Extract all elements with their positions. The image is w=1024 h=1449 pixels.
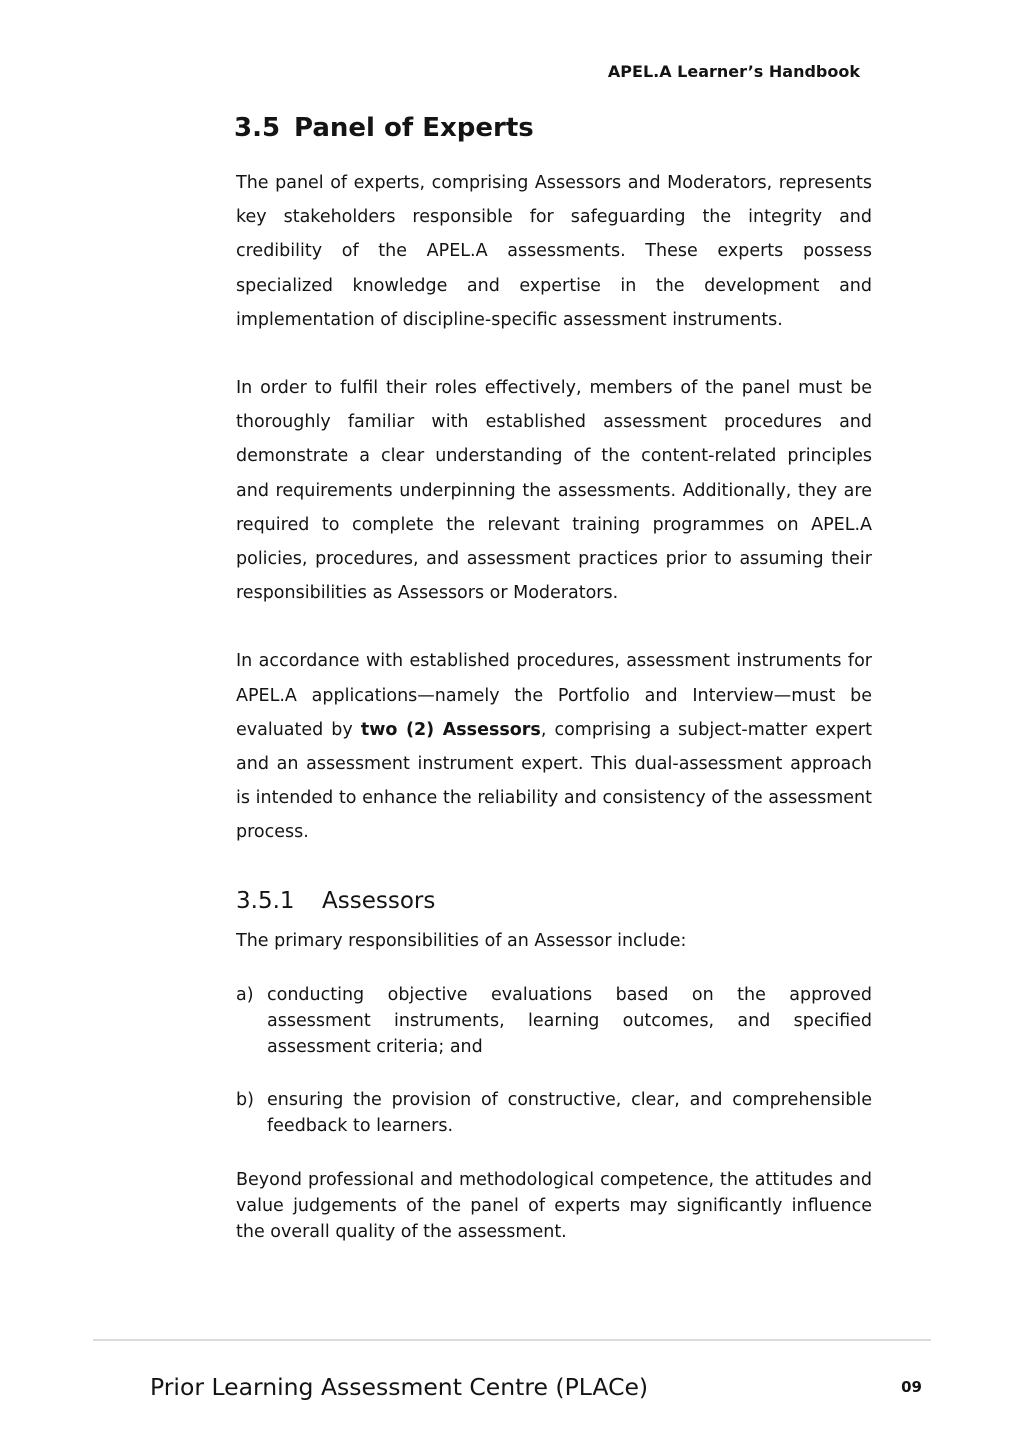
subsection-number: 3.5.1 (236, 887, 295, 914)
responsibilities-intro: The primary responsibilities of an Assessor include: (236, 930, 687, 951)
list-marker: a) (236, 984, 254, 1005)
list-item (236, 982, 872, 1061)
subsection-title-text: Assessors (322, 887, 436, 914)
list-item (236, 1087, 872, 1139)
main-content (236, 108, 872, 1245)
list-item-text: ensuring the provision of constructive, clear, and comprehensible feedback to learners. (267, 1090, 872, 1137)
responsibilities-list (236, 982, 872, 1140)
page-number: 09 (901, 1378, 922, 1396)
running-header: APEL.A Learner’s Handbook (607, 62, 860, 81)
section-title-text: Panel of Experts (294, 113, 534, 143)
subsection-title (236, 884, 872, 918)
list-marker: b) (236, 1090, 254, 1111)
paragraph-panel-requirements: In order to fulfil their roles effectively, members of the panel must be thoroughly familiar with established assessment procedures and demonstrate a clear understanding of the content-related principles and requirements underpinning the assessments. Additionally, they are required to complete the relevant training programmes on APEL.A policies, procedures, and assessment practices prior to assuming their responsibilities as Assessors or Moderators. (236, 378, 872, 604)
paragraph-dual-assessment-before: In accordance with established procedures, assessment instruments for APEL.A applications—namely the Portfolio and Interview—must be evaluated by (236, 651, 872, 740)
paragraph-dual-assessment-after: , comprising a subject-matter expert and an assessment instrument expert. This dual-assessment approach is intended to enhance the reliability and consistency of the assessment process. (236, 719, 872, 843)
closing-paragraph: Beyond professional and methodological competence, the attitudes and value judgements of the panel of experts may significantly influence the overall quality of the assessment. (236, 1169, 872, 1243)
two-assessors-emphasis: two (2) Assessors (360, 719, 541, 740)
footer-divider (93, 1339, 931, 1341)
section-title (234, 108, 870, 148)
paragraph-panel-overview: The panel of experts, comprising Assessors and Moderators, represents key stakeholders responsible for safeguarding the integrity and credibility of the APEL.A assessments. These experts possess specialized knowledge and expertise in the development and implementation of discipline-specific assessment instruments. (236, 173, 872, 330)
paragraph-dual-assessment (236, 644, 872, 849)
list-item-text: conducting objective evaluations based on the approved assessment instruments, learning outcomes, and specified assessment criteria; and (267, 984, 872, 1058)
footer-organization: Prior Learning Assessment Centre (PLACe) (150, 1373, 649, 1401)
section-number: 3.5 (234, 113, 281, 143)
